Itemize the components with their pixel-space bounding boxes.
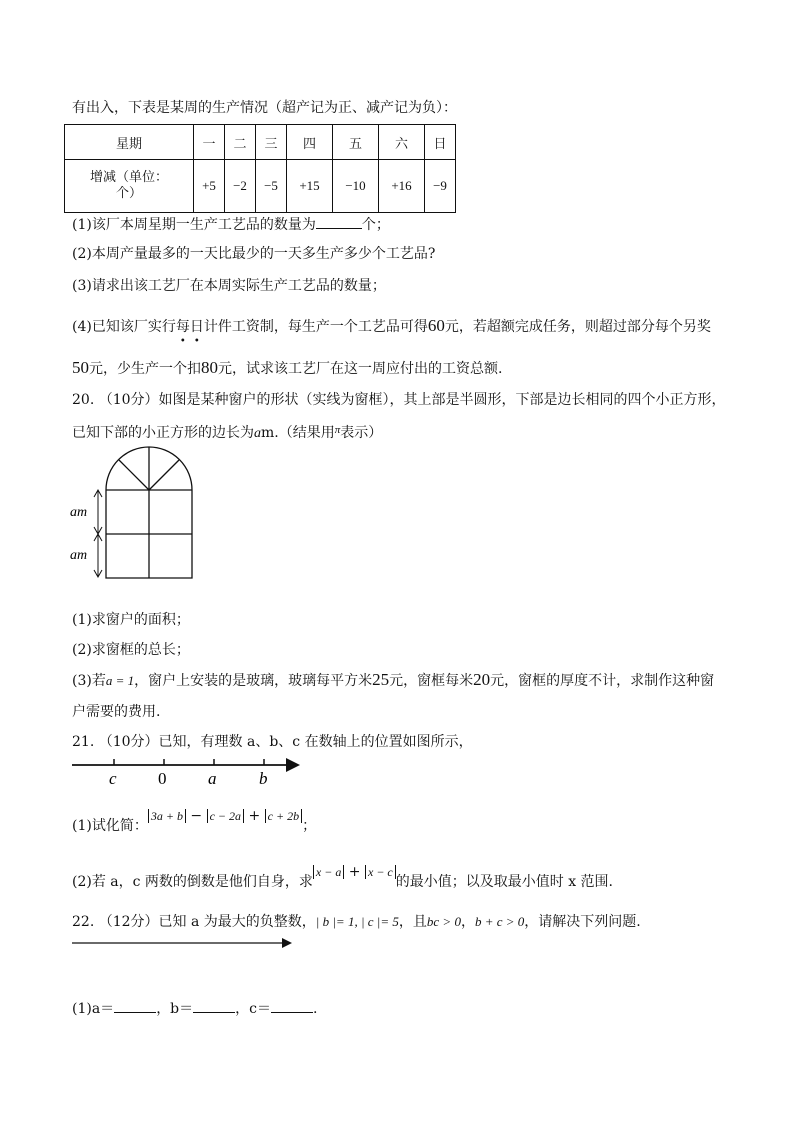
- q22-part1-b-label: ，b＝: [156, 1001, 194, 1017]
- q19-part4-text-e: 元，若超额完成任务，则超过部分每个另奖: [444, 319, 711, 335]
- answer-blank: [271, 998, 313, 1013]
- axis-arrowhead: [286, 758, 300, 772]
- emphasized-text: 每日: [175, 319, 204, 335]
- q19-part1-unit: 个；: [361, 217, 390, 233]
- window-frame-line: [149, 460, 179, 490]
- q21-expression: [148, 808, 302, 824]
- axis-label-c: c: [109, 769, 117, 788]
- q20-line2-text-d: .（结果用: [274, 425, 335, 441]
- abs-expr: c + 2b: [265, 809, 302, 823]
- q22-line1: [72, 912, 641, 932]
- q20-line1: 20. （10分）如图是某种窗户的形状（实线为窗框），其上部是半圆形，下部是边长相同的四个小正方形，: [72, 392, 726, 408]
- window-diagram: [68, 440, 198, 580]
- q20-part3-line2: 户需要的费用.: [72, 704, 161, 720]
- table-row-label-line1: 增减（单位：: [89, 170, 168, 185]
- q20-part3-num-25: 25: [372, 670, 390, 689]
- q19-part4-text-g: 元，少生产一个扣: [89, 361, 201, 377]
- window-frame-line: [119, 460, 149, 490]
- q19-part1-text: (1)该厂本周星期一生产工艺品的数量为: [72, 217, 316, 233]
- q22-text-c: ，且: [398, 914, 427, 930]
- q21-part2-text-b: 的最小值；以及取最小值时 x 范围.: [395, 874, 613, 890]
- q21-part1: [72, 808, 317, 836]
- q19-part4-text-a: (4)已知该厂实行: [72, 319, 176, 335]
- minus-sign: −: [185, 808, 207, 824]
- dimension-label: am: [70, 548, 88, 563]
- table-row-label-line2: 个）: [115, 186, 142, 201]
- abs-expr: x − a: [313, 865, 344, 879]
- q21-part2-expression: [313, 864, 396, 880]
- q22-condition-abs: | b |= 1, | c |= 5: [315, 914, 399, 929]
- q22-condition-sum: b + c > 0: [474, 914, 525, 929]
- q22-part1-end: .: [313, 1001, 318, 1017]
- answer-blank: [193, 998, 235, 1013]
- q19-part1: [72, 214, 390, 235]
- q19-part4-line2: [72, 358, 502, 379]
- q21-part2-text-a: (2)若 a，c 两数的倒数是他们自身，求: [72, 874, 313, 890]
- q21-line1: 21. （10分）已知，有理数 a、b、c 在数轴上的位置如图所示，: [72, 734, 473, 750]
- intro-text: 有出入，下表是某周的生产情况（超产记为正、减产记为负）：: [72, 100, 457, 116]
- abs-expr: 3a + b: [148, 809, 186, 823]
- table-row-label: [65, 160, 194, 213]
- q22-text-g: ，请解决下列问题.: [524, 914, 641, 930]
- q20-part3-condition: a = 1: [105, 673, 135, 688]
- q22-condition-bc: bc > 0: [426, 914, 461, 929]
- q22-text-e: ，: [460, 914, 475, 930]
- table-value-cell: +16: [379, 160, 425, 213]
- production-table: [64, 124, 456, 213]
- emphasis-dot: •: [193, 336, 200, 347]
- q20-line2-text-f: 表示）: [340, 425, 383, 441]
- q20-part1: (1)求窗户的面积；: [72, 612, 190, 628]
- blank-number-line: [70, 936, 300, 950]
- q20-part3-num-20: 20: [473, 670, 491, 689]
- q20-part3-text-c: ，窗户上安装的是玻璃，玻璃每平方米: [134, 673, 373, 689]
- plus-sign: +: [244, 808, 265, 824]
- table-value-cell: −5: [256, 160, 287, 213]
- axis-label-b: b: [259, 769, 268, 788]
- plus-sign: +: [344, 864, 365, 880]
- table-header-cell: 四: [287, 125, 333, 160]
- q21-part1-end: ；: [302, 818, 317, 834]
- answer-blank: [316, 214, 362, 229]
- q20-part3-line1: [72, 670, 714, 691]
- table-header-row: [65, 125, 456, 160]
- emphasis-dot: •: [179, 336, 186, 347]
- q20-part3-text-a: (3)若: [72, 673, 106, 689]
- q19-part4-num-50: 50: [72, 358, 89, 377]
- axis-label-a: a: [208, 769, 217, 788]
- q22-part1-c-label: ，c＝: [235, 1001, 271, 1017]
- q19-part4-text-c: 计件工资制，每生产一个工艺品可得: [203, 319, 428, 335]
- q22-part1: [72, 998, 317, 1019]
- table-value-cell: +5: [194, 160, 225, 213]
- q22-text-a: 22. （12分）已知 a 为最大的负整数，: [72, 914, 316, 930]
- table-header-cell: 三: [256, 125, 287, 160]
- q20-var-a: a: [254, 426, 261, 441]
- number-line-diagram: [68, 752, 308, 788]
- q19-part4-num-80: 80: [201, 358, 218, 377]
- q22-part1-a-label: (1)a＝: [72, 1001, 115, 1017]
- table-value-cell: −9: [425, 160, 456, 213]
- q20-part3-text-g: 元，窗框的厚度不计，求制作这种窗: [490, 673, 715, 689]
- q19-part4-num-60: 60: [427, 316, 445, 335]
- table-header-cell: 日: [425, 125, 456, 160]
- q20-part3-text-e: 元，窗框每米: [389, 673, 474, 689]
- q20-part2: (2)求窗框的总长；: [72, 642, 190, 658]
- table-value-cell: +15: [287, 160, 333, 213]
- q20-unit-m: m: [261, 425, 275, 441]
- q19-part2: (2)本周产量最多的一天比最少的一天多生产多少个工艺品?: [72, 246, 436, 262]
- answer-blank: [114, 998, 156, 1013]
- table-header-cell: 一: [194, 125, 225, 160]
- abs-expr: c − 2a: [207, 809, 244, 823]
- axis-label-0: 0: [158, 769, 167, 788]
- table-header-cell: 二: [225, 125, 256, 160]
- table-header-cell: 星期: [65, 125, 194, 160]
- q20-line2-text-a: 已知下部的小正方形的边长为: [72, 425, 254, 441]
- pi-symbol: π: [334, 424, 341, 436]
- q19-part4-line1: [72, 316, 711, 347]
- table-value-cell: −2: [225, 160, 256, 213]
- axis-arrowhead: [282, 938, 292, 948]
- table-header-cell: 五: [333, 125, 379, 160]
- abs-expr: x − c: [365, 865, 396, 879]
- q21-part2: [72, 864, 613, 892]
- q19-part3: (3)请求出该工艺厂在本周实际生产工艺品的数量；: [72, 278, 386, 294]
- table-value-row: [65, 160, 456, 213]
- table-value-cell: −10: [333, 160, 379, 213]
- q19-part4-emphasis: [175, 319, 204, 347]
- dimension-label: am: [70, 505, 88, 520]
- q21-part1-text: (1)试化简：: [72, 818, 148, 834]
- q19-part4-text-i: 元，试求该工艺厂在这一周应付出的工资总额.: [218, 361, 503, 377]
- table-header-cell: 六: [379, 125, 425, 160]
